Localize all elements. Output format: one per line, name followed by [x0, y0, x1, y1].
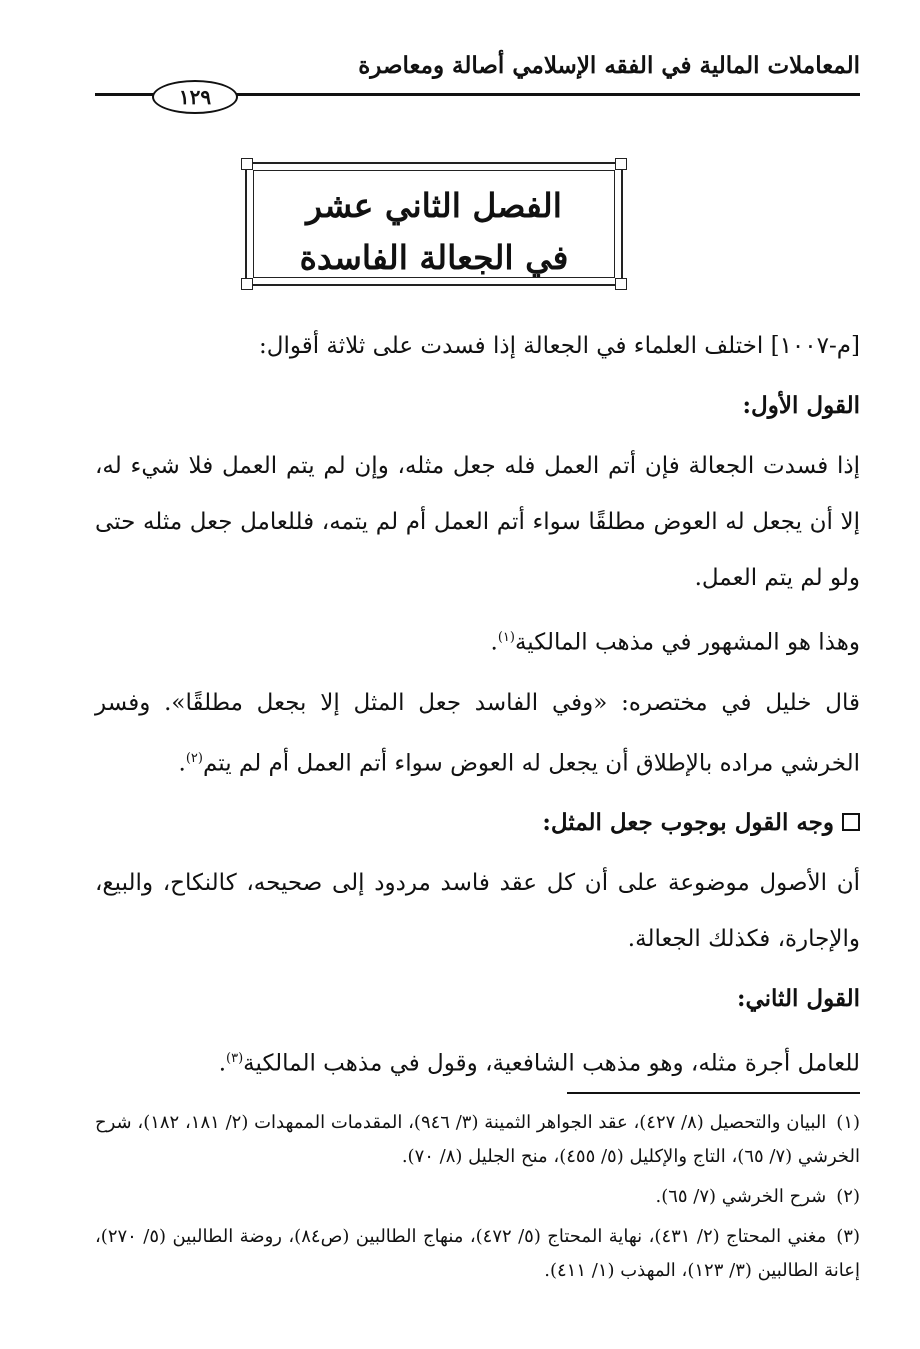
reason-heading-row	[95, 795, 860, 851]
khalil-paragraph: قال خليل في مختصره: «وفي الفاسد جعل المثل إلا بجعل مطلقًا». وفسر الخرشي مراده بالإطلاق أن يجعل له العوض سواء أتم العمل أم لم يتم$^{(٢)}$.	[95, 689, 860, 777]
first-opinion-paragraph: إذا فسدت الجعالة فإن أتم العمل فله جعل مثله، وإن لم يتم العمل فلا شيء له، إلا أن يجعل له العوض مطلقًا سواء أتم العمل أم لم يتمه، فللعامل جعل مثله حتى ولو لم يتم العمل.	[95, 453, 860, 591]
footnote-2	[95, 1180, 860, 1214]
main-text	[95, 318, 860, 1096]
footnotes	[95, 1106, 860, 1294]
reason-paragraph: أن الأصول موضوعة على أن كل عقد فاسد مردود إلى صحيحه، كالنكاح، والبيع، والإجارة، فكذلك الجعالة.	[95, 870, 860, 953]
chapter-title-line2: في الجعالة الفاسدة	[299, 238, 569, 277]
footnote-number: (٢)	[836, 1186, 860, 1207]
chapter-title	[247, 180, 621, 284]
footnote-ref-3[interactable]: (٣)	[226, 1051, 244, 1067]
second-opinion-text: للعامل أجرة مثله، وهو مذهب الشافعية، وقول في مذهب المالكية	[243, 1050, 860, 1077]
second-opinion-heading: القول الثاني:	[736, 985, 860, 1013]
footnote-number: (٣)	[836, 1226, 860, 1247]
frame-corner-ornament	[615, 158, 627, 170]
footnote-text: البيان والتحصيل (٨/ ٤٢٧)، عقد الجواهر الثمينة (٣/ ٩٤٦)، المقدمات الممهدات (٢/ ١٨١، ١٨٢)، شرح الخرشي (٧/ ٦٥)، التاج والإكليل (٥/ ٤٥٥)، منح الجليل (٨/ ٧٠).	[95, 1112, 860, 1167]
footnote-3	[95, 1220, 860, 1288]
first-opinion-heading: القول الأول:	[742, 392, 860, 419]
page-number-oval: ١٢٩	[152, 80, 238, 114]
chapter-title-frame	[245, 162, 623, 286]
khalil-text: قال خليل في مختصره: «وفي الفاسد جعل المثل إلا بجعل مطلقًا». وفسر الخرشي مراده بالإطلاق أن يجعل له العوض سواء أتم العمل أم لم يتم	[95, 689, 860, 777]
maliki-text: وهذا هو المشهور في مذهب المالكية	[514, 629, 860, 656]
reason-heading: وجه القول بوجوب جعل المثل:	[542, 809, 834, 837]
footnote-text: شرح الخرشي (٧/ ٦٥).	[655, 1186, 827, 1207]
footnote-ref-1[interactable]: (١)	[497, 630, 515, 645]
running-header-title: المعاملات المالية في الفقه الإسلامي أصالة ومعاصرة	[358, 52, 860, 79]
chapter-title-line1: الفصل الثاني عشر	[306, 186, 562, 225]
square-bullet-icon	[842, 813, 860, 831]
footnote-separator	[567, 1092, 860, 1094]
footnote-text: مغني المحتاج (٢/ ٤٣١)، نهاية المحتاج (٥/ ٤٧٢)، منهاج الطالبين (ص٨٤)، روضة الطالبين (٥/ ٢٧٠)، إعانة الطالبين (٣/ ١٢٣)، المهذب (١/ ٤١١).	[95, 1226, 860, 1281]
maliki-paragraph: وهذا هو المشهور في مذهب المالكية$^{(١)}$.	[490, 629, 860, 656]
frame-corner-ornament	[241, 158, 253, 170]
footnote-number: (١)	[836, 1112, 861, 1133]
footnote-1	[95, 1106, 860, 1174]
intro-paragraph: [م-١٠٠٧] اختلف العلماء في الجعالة إذا فسدت على ثلاثة أقوال:	[259, 333, 860, 359]
second-opinion-paragraph: للعامل أجرة مثله، وهو مذهب الشافعية، وقول في مذهب المالكية$^{(٣)}$.	[218, 1050, 860, 1077]
footnote-ref-2[interactable]: (٢)	[185, 750, 203, 766]
